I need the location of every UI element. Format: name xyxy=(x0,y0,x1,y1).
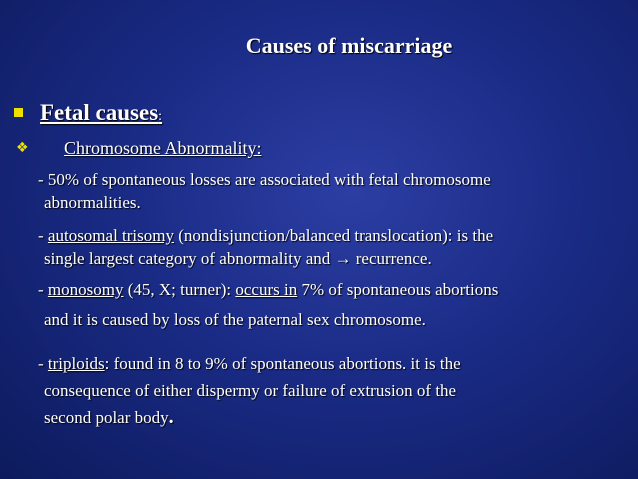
item-text-line2: abnormalities. xyxy=(44,193,141,212)
item-autosomal-trisomy xyxy=(38,224,628,270)
item-dash: - xyxy=(38,354,44,373)
item-text: : found in 8 to 9% of spontaneous abortions. it is the xyxy=(104,354,461,373)
item-text-end: . xyxy=(168,406,174,428)
item-text: (nondisjunction/balanced translocation): is the xyxy=(178,226,494,245)
fetal-causes-heading xyxy=(40,100,162,126)
square-bullet-icon xyxy=(14,108,23,117)
item-dash: - xyxy=(38,280,44,299)
item-text: 7% of spontaneous abortions xyxy=(301,280,499,299)
item-text: 50% of spontaneous losses are associated with fetal chromosome xyxy=(47,170,491,189)
item-term: triploids xyxy=(47,354,105,373)
item-triploids xyxy=(38,350,628,431)
item-text-line2: consequence of either dispermy or failure of extrusion of the xyxy=(44,381,457,400)
item-text-line2: and it is caused by loss of the paternal sex chromosome. xyxy=(44,310,426,329)
item-dash: - xyxy=(38,170,44,189)
diamond-bullet-icon: ❖ xyxy=(16,140,29,156)
item-term: autosomal trisomy xyxy=(47,226,174,245)
item-text-mid: (45, X; turner): xyxy=(127,280,232,299)
item-text-line3: second polar body xyxy=(44,408,169,427)
fetal-causes-colon: : xyxy=(158,109,163,124)
slide-title: Causes of miscarriage xyxy=(245,33,453,58)
item-monosomy xyxy=(38,278,628,331)
item-fetal-chromosome xyxy=(38,168,628,214)
chromosome-abnormality-heading: Chromosome Abnormality: xyxy=(64,138,262,158)
item-term: monosomy xyxy=(47,280,124,299)
item-text-line2: single largest category of abnormality and → recurrence. xyxy=(44,249,432,268)
item-dash: - xyxy=(38,226,44,245)
item-term2: occurs in xyxy=(235,280,298,299)
fetal-causes-label: Fetal causes xyxy=(40,100,159,125)
